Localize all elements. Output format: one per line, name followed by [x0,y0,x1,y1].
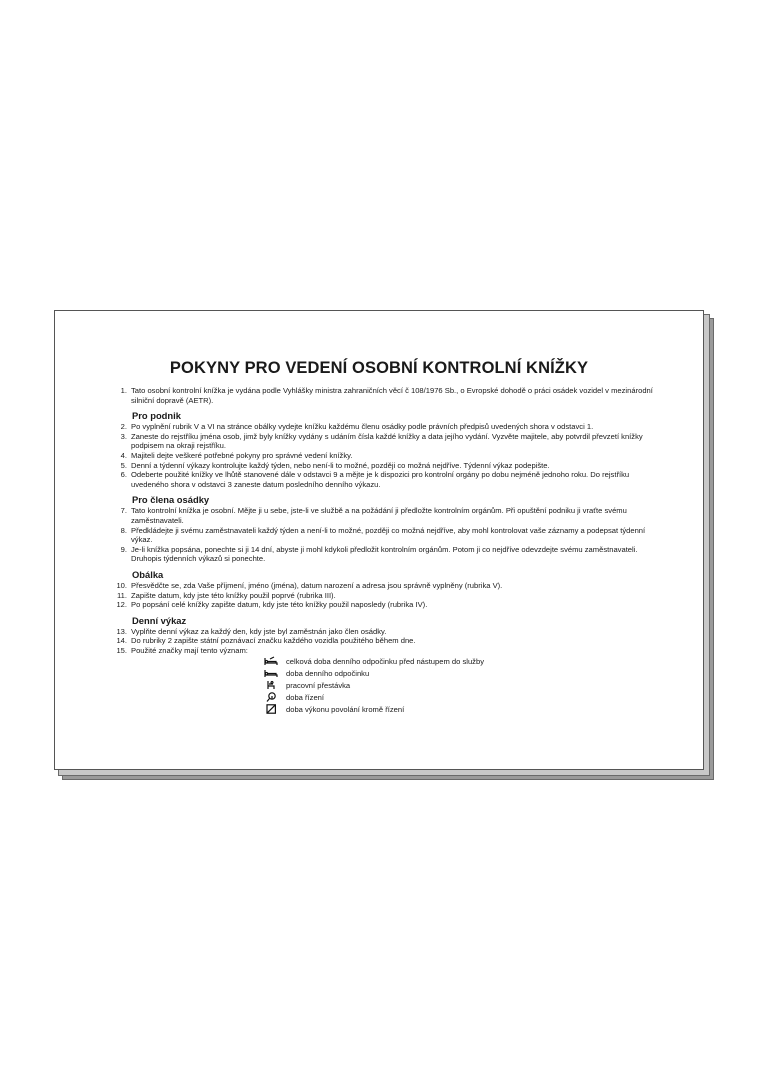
item-text: Přesvědčte se, zda Vaše příjmení, jméno (jména), datum narození a adresa jsou správně vyplněny (rubrika V). [131,580,503,590]
symbol-legend [264,655,659,715]
item-number: 10. [116,580,127,590]
item-number: 1. [120,386,127,395]
item-number: 7. [120,506,127,516]
list-item [109,461,659,471]
item-number: 6. [120,470,127,480]
section-heading-podnik: Pro podnik [132,410,181,422]
symbol-label: pracovní přestávka [286,680,351,690]
list-item [109,646,659,656]
item-text: Odeberte použité knížky ve lhůtě stanovené dále v odstavci 9 a mějte je k dispozici pro kontrolní orgány po dobu nejméně jednoho roku. Do rejstříku uvedeného shora v odstavci 3 zaneste datum posledního denního výkazu. [131,470,630,489]
symbol-label: doba denního odpočinku [286,668,370,678]
item-text: Po popsání celé knížky zapište datum, kdy jste této knížky použil naposledy (rubrika IV). [131,600,428,610]
steering-wheel-icon [264,692,278,702]
item-number: 5. [120,460,127,470]
list-item [109,545,659,564]
list-item [109,506,659,525]
instruction-content [109,386,659,715]
list-item [109,432,659,451]
item-number: 12. [116,600,127,610]
symbol-row [264,655,659,667]
list-item [109,386,659,405]
list-item [109,591,659,601]
symbol-label: doba řízení [286,692,324,702]
item-text: Je-li knížka popsána, ponechte si ji 14 dní, abyste ji mohl kdykoli předložit kontrolním orgánům. Potom ji co nejdříve odevzdejte svému zaměstnavateli. Druhopis týdenních výkazů si ponechte. [131,544,638,564]
item-number: 15. [116,645,127,655]
list-item [109,422,659,432]
bed-rest-icon [264,668,278,678]
item-text: Do rubriky 2 zapište státní poznávací značku každého vozidla použitého během dne. [131,636,416,646]
item-text: Předkládejte ji svému zaměstnavateli každý týden a není-li to možné, později co možná nejdříve, aby mohl kontrolovat vaše záznamy a podepsat týdenní výkaz. [131,525,646,545]
symbol-row [264,691,659,703]
list-item [109,451,659,461]
list-item [109,636,659,646]
chair-icon [264,680,278,690]
symbol-row [264,667,659,679]
item-text: Vyplňte denní výkaz za každý den, kdy jste byl zaměstnán jako člen osádky. [131,626,387,636]
symbol-label: doba výkonu povolání kromě řízení [286,704,405,714]
item-number: 13. [116,626,127,636]
symbol-row [264,703,659,715]
symbol-label: celková doba denního odpočinku před nástupem do služby [286,656,484,666]
item-text: Použité značky mají tento význam: [131,645,248,655]
item-text: Majiteli dejte veškeré potřebné pokyny pro správné vedení knížky. [131,450,353,460]
list-item [109,470,659,489]
item-text: Tato osobní kontrolní knížka je vydána podle Vyhlášky ministra zahraničních věcí č 108/1976 Sb., o Evropské dohodě o práci osádek vozidel v mezinárodní silniční dopravě (AETR). [131,386,653,405]
item-text: Zapište datum, kdy jste této knížky použil poprvé (rubrika III). [131,590,336,600]
list-item [109,581,659,591]
item-text: Zaneste do rejstříku jména osob, jimž byly knížky vydány s udáním čísla každé knížky a data jejího vydání. Vyzvěte majitele, aby potvrdil převzetí knížky podpisem na okraji rejstříku. [131,431,643,451]
item-number: 8. [120,525,127,535]
list-item [109,600,659,610]
list-item [109,526,659,545]
crossed-square-icon [264,704,278,714]
bed-icon [264,656,278,666]
instruction-sheet [54,310,704,770]
list-item [109,627,659,637]
item-number: 14. [116,636,127,646]
section-heading-denni-vykaz: Denní výkaz [132,614,187,626]
item-number: 4. [120,450,127,460]
item-number: 9. [120,544,127,554]
item-number: 3. [120,431,127,441]
item-number: 11. [117,590,127,600]
item-text: Po vyplnění rubrik V a VI na stránce obálky vydejte knížku každému členu osádky podle právních předpisů uvedených shora v odstavci 1. [131,422,594,432]
section-heading-clen-osadky: Pro člena osádky [132,494,210,506]
item-text: Tato kontrolní knížka je osobní. Mějte ji u sebe, jste-li ve službě a na požádání ji předložte kontrolním orgánům. Při opuštění podniku ji vraťte svému zaměstnavateli. [131,506,627,525]
page-title: POKYNY PRO VEDENÍ OSOBNÍ KONTROLNÍ KNÍŽKY [169,359,589,377]
symbol-row [264,679,659,691]
item-number: 2. [120,422,127,432]
item-text: Denní a týdenní výkazy kontrolujte každý týden, nebo není-li to možné, později co možná nejdříve. Týdenní výkaz podepište. [131,460,550,470]
section-heading-obalka: Obálka [132,568,164,580]
